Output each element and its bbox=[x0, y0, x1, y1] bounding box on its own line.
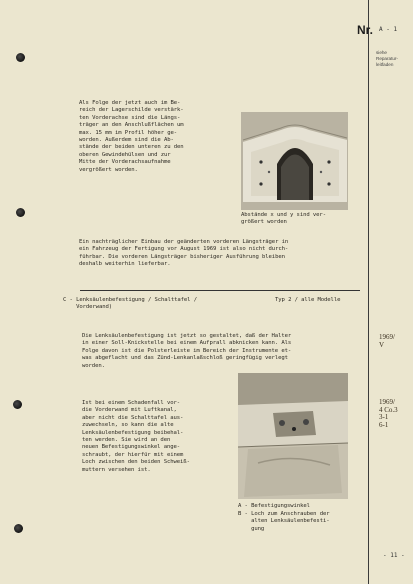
side-note: siehe Reparatur- leitfaden bbox=[376, 50, 398, 67]
number-label: Nr. bbox=[357, 23, 374, 37]
number-value: A - 1 bbox=[379, 26, 398, 33]
binder-hole-top bbox=[16, 53, 25, 62]
page-number: - 11 - bbox=[383, 552, 405, 559]
bracket-photo bbox=[238, 373, 348, 499]
repair-text: Ist bei einem Schadenfall vor- die Vorderwand mit Luftkanal, aber nicht die Schalttafel aus- zuwechseln, so kann die alte Lenksäulenbefestigung beibehal- ten werden. Sie wird an den neuen Befestigungswinkel ange- schraubt, der hierfür mit einem Loch zwischen den beiden Schweiß- muttern versehen ist. bbox=[82, 400, 190, 473]
longitudinal-member-illustration bbox=[241, 112, 348, 210]
section-divider bbox=[80, 290, 360, 291]
binder-hole-lower bbox=[13, 400, 22, 409]
binder-hole-bottom bbox=[14, 524, 23, 533]
note-text: Ein nachträglicher Einbau der geänderten vorderen Längsträger in ein Fahrzeug der Fertigung vor August 1969 ist also nicht durch- führbar. Die vorderen Längsträger bisheriger Ausführung bleiben deshalb weiterhin lieferbar. bbox=[79, 239, 289, 268]
bracket-illustration bbox=[238, 373, 348, 499]
legend-b: B - Loch zum Anschrauben der alten Lenksäulenbefesti- gung bbox=[238, 511, 330, 532]
longitudinal-member-photo bbox=[241, 112, 348, 210]
steering-column-text: Die Lenksäulenbefestigung ist jetzt so gestaltet, daß der Halter in einer Soll-Knickstelle bei einem Aufprall abknicken kann. Als Folge davon ist die Polsterleiste im Bereich der Instrumente et- was abgeflacht und das Zünd-Lenkanlaßschloß geringfügig verlegt worden. bbox=[82, 333, 292, 369]
margin-note-2: 1969/ 4 Co.3 3-1 6-1 bbox=[379, 398, 398, 429]
binder-hole-mid bbox=[16, 208, 25, 217]
section-type: Typ 2 / alle Modelle bbox=[275, 297, 341, 303]
margin-note-1: 1969/ V bbox=[379, 333, 395, 349]
margin-rule bbox=[368, 0, 369, 584]
intro-text: Als Folge der jetzt auch im Be- reich der Lagerschilde verstärk- ten Vorderachse sind die Längs- träger an den Anschlußflächen um max. 15 mm im Profil höher ge- worden. Außerdem sind die Ab- stände der beiden unteren zu den oberen Gewindehülsen und zur Mitte der Vorderachsaufnahme vergrößert worden. bbox=[79, 100, 184, 173]
photo-caption: Abstände x und y sind ver- größert worden bbox=[241, 212, 326, 226]
legend-a: A - Befestigungswinkel bbox=[238, 503, 310, 509]
section-heading: C - Lenksäulenbefestigung / Schalttafel / Vorderwand) bbox=[63, 297, 197, 311]
